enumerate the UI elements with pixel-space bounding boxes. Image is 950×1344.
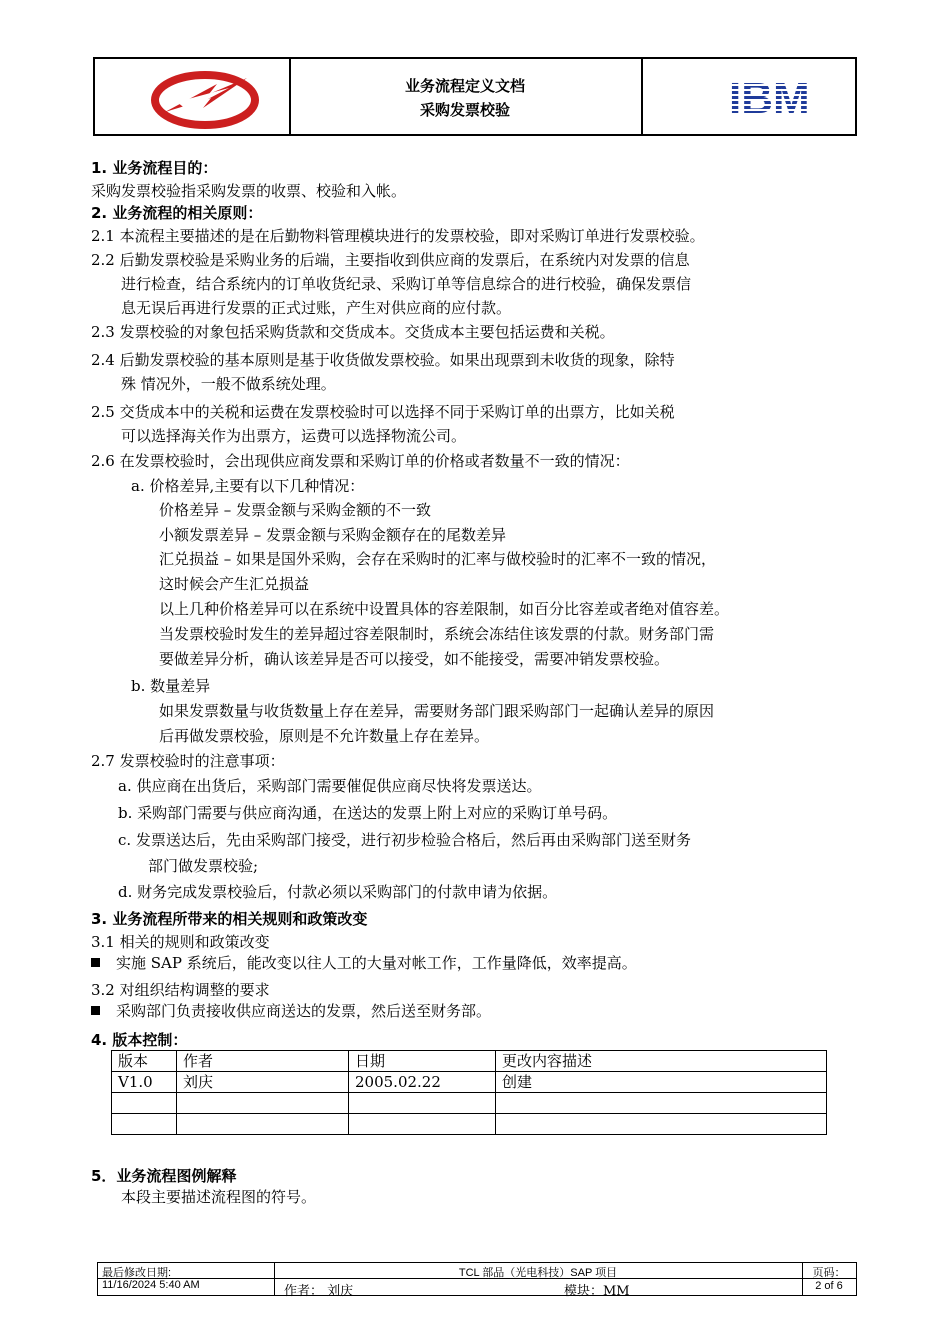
square-bullet-icon [91, 958, 100, 967]
line-text: 2. 业务流程的相关原则： [91, 204, 263, 222]
body-line [159, 624, 714, 644]
body-line [159, 599, 729, 619]
square-bullet-icon [91, 1006, 100, 1015]
last-modified-value: 11/16/2024 5:40 AM [102, 1279, 200, 1291]
body-line [118, 803, 617, 823]
line-text: b. 采购部门需要与供应商沟通，在送达的发票上附上对应的采购订单号码。 [118, 804, 618, 822]
body-line [91, 322, 615, 342]
line-text: 采购发票校验指采购发票的收票、校验和入帐。 [91, 182, 407, 200]
line-text: 实施 SAP 系统后，能改变以往人工的大量对帐工作，工作量降低，效率提高。 [116, 954, 637, 972]
body-line [159, 525, 506, 545]
line-text: 要做差异分析，确认该差异是否可以接受，如不能接受，需要冲销发票校验。 [159, 650, 670, 668]
table-header-cell: 日期 [349, 1051, 496, 1072]
table-header-row [112, 1051, 827, 1072]
body-line [159, 701, 714, 721]
line-text: 部门做发票校验; [148, 857, 259, 875]
table-cell [112, 1093, 177, 1114]
line-text: a. 供应商在出货后，采购部门需要催促供应商尽快将发票送达。 [118, 777, 542, 795]
bullet-item [91, 953, 637, 973]
table-cell: 刘庆 [177, 1072, 349, 1093]
body-line [131, 676, 210, 696]
line-text: 3. 业务流程所带来的相关规则和政策改变 [91, 910, 368, 928]
table-cell [496, 1093, 827, 1114]
last-modified-label: 最后修改日期: [102, 1267, 172, 1279]
footer-date-cell [98, 1263, 275, 1295]
line-text: c. 发票送达后，先由采购部门接受，进行初步检验合格后，然后再由采购部门送至财务 [118, 831, 691, 849]
body-line [148, 856, 258, 876]
line-text: 2.7 发票校验时的注意事项： [91, 752, 285, 770]
body-line [121, 298, 511, 318]
line-text: 2.6 在发票校验时，会出现供应商发票和采购订单的价格或者数量不一致的情况： [91, 452, 630, 470]
table-cell: 2005.02.22 [349, 1072, 496, 1093]
body-line [91, 350, 675, 370]
line-text: 这时候会产生汇兑损益 [159, 575, 310, 593]
body-line [91, 451, 630, 471]
body-line [91, 226, 705, 246]
body-line [159, 574, 309, 594]
table-cell [349, 1093, 496, 1114]
line-text: 如果发票数量与收货数量上存在差异，需要财务部门跟采购部门一起确认差异的原因 [159, 702, 715, 720]
section-heading [91, 909, 367, 929]
section-5-body: 本段主要描述流程图的符号。 [121, 1188, 317, 1206]
body-line [118, 830, 691, 850]
table-cell [349, 1114, 496, 1135]
line-text: 采购部门负责接收供应商送达的发票，然后送至财务部。 [116, 1002, 492, 1020]
body-line [121, 426, 466, 446]
line-text: 小额发票差异 – 发票金额与采购金额存在的尾数差异 [159, 526, 507, 544]
table-header-cell: 作者 [177, 1051, 349, 1072]
table-header-cell: 更改内容描述 [496, 1051, 827, 1072]
line-text: 汇兑损益 – 如果是国外采购，会存在采购时的汇率与做校验时的汇率不一致的情况， [159, 550, 717, 568]
footer-project-cell [274, 1263, 803, 1299]
body-line [91, 181, 406, 201]
line-text: 价格差异 – 发票金额与采购金额的不一致 [159, 501, 432, 519]
document-title: 业务流程定义文档 [404, 77, 525, 95]
body-line [121, 274, 691, 294]
body-line [159, 500, 431, 520]
table-cell [496, 1114, 827, 1135]
line-text: 以上几种价格差异可以在系统中设置具体的容差限制，如百分比容差或者绝对值容差。 [159, 600, 730, 618]
footer-module: 模块：MM [564, 1284, 630, 1299]
body-line [159, 649, 669, 669]
line-text: 息无误后再进行发票的正式过账，产生对供应商的应付款。 [121, 299, 512, 317]
table-cell: 创建 [496, 1072, 827, 1093]
line-text: d. 财务完成发票校验后，付款必须以采购部门的付款申请为依据。 [118, 883, 558, 901]
line-text: 3.2 对组织结构调整的要求 [91, 981, 270, 999]
table-row [112, 1093, 827, 1114]
body-line [91, 751, 285, 771]
ibm-logo-cell [641, 59, 855, 134]
version-control-table [111, 1050, 827, 1135]
page-number: 2 of 6 [815, 1280, 843, 1292]
line-text: 4. 版本控制： [91, 1031, 188, 1049]
body-line [118, 776, 541, 796]
table-cell [177, 1093, 349, 1114]
table-cell: V1.0 [112, 1072, 177, 1093]
line-text: 2.1 本流程主要描述的是在后勤物料管理模块进行的发票校验，即对采购订单进行发票校验。 [91, 227, 705, 245]
footer-page-cell [802, 1263, 856, 1295]
document-header [93, 57, 857, 136]
table-row [112, 1072, 827, 1093]
line-text: b. 数量差异 [131, 677, 211, 695]
page-footer [97, 1262, 857, 1299]
body-line [121, 374, 336, 394]
section-heading [91, 158, 217, 178]
body-line [131, 476, 364, 496]
line-text: 2.2 后勤发票校验是采购业务的后端，主要指收到供应商的发票后，在系统内对发票的信息 [91, 251, 690, 269]
bullet-item [91, 1001, 491, 1021]
section-5-title: 5．业务流程图例解释 [91, 1167, 237, 1185]
footer-author: 作者： 刘庆 [284, 1284, 354, 1299]
line-text: 进行检查，结合系统内的订单收货纪录、采购订单等信息综合的进行校验，确保发票信 [121, 275, 692, 293]
table-cell [177, 1114, 349, 1135]
title-cell [289, 59, 643, 134]
body-line [91, 980, 270, 1000]
line-text: a. 价格差异,主要有以下几种情况： [131, 477, 365, 495]
table-row [112, 1114, 827, 1135]
body-line [159, 549, 716, 569]
body-line [118, 882, 557, 902]
line-text: 后再做发票校验，原则是不允许数量上存在差异。 [159, 727, 490, 745]
line-text: 当发票校验时发生的差异超过容差限制时，系统会冻结住该发票的付款。财务部门需 [159, 625, 715, 643]
project-name: TCL 部品（光电科技）SAP 项目 [458, 1267, 618, 1279]
line-text: 2.5 交货成本中的关税和运费在发票校验时可以选择不同于采购订单的出票方，比如关税 [91, 403, 675, 421]
line-text: 可以选择海关作为出票方，运费可以选择物流公司。 [121, 427, 467, 445]
line-text: 殊 情况外，一般不做系统处理。 [121, 375, 336, 393]
body-line [91, 932, 270, 952]
body-line [159, 726, 489, 746]
body-line [91, 250, 690, 270]
ibm-logo-icon [729, 76, 839, 120]
line-text: 2.3 发票校验的对象包括采购货款和交货成本。交货成本主要包括运费和关税。 [91, 323, 615, 341]
body-line [91, 402, 675, 422]
section-heading [91, 1030, 187, 1050]
line-text: 1. 业务流程目的： [91, 159, 218, 177]
ibm-logo-text: IBM [729, 76, 810, 120]
table-header-cell: 版本 [112, 1051, 177, 1072]
star-logo-icon [147, 64, 267, 134]
company-logo-cell [95, 59, 291, 134]
document-subtitle: 采购发票校验 [419, 101, 510, 119]
line-text: 2.4 后勤发票校验的基本原则是基于收货做发票校验。如果出现票到未收货的现象，除特 [91, 351, 675, 369]
line-text: 3.1 相关的规则和政策改变 [91, 933, 270, 951]
table-cell [112, 1114, 177, 1135]
page-label: 页码： [812, 1267, 846, 1279]
section-heading [91, 203, 262, 223]
